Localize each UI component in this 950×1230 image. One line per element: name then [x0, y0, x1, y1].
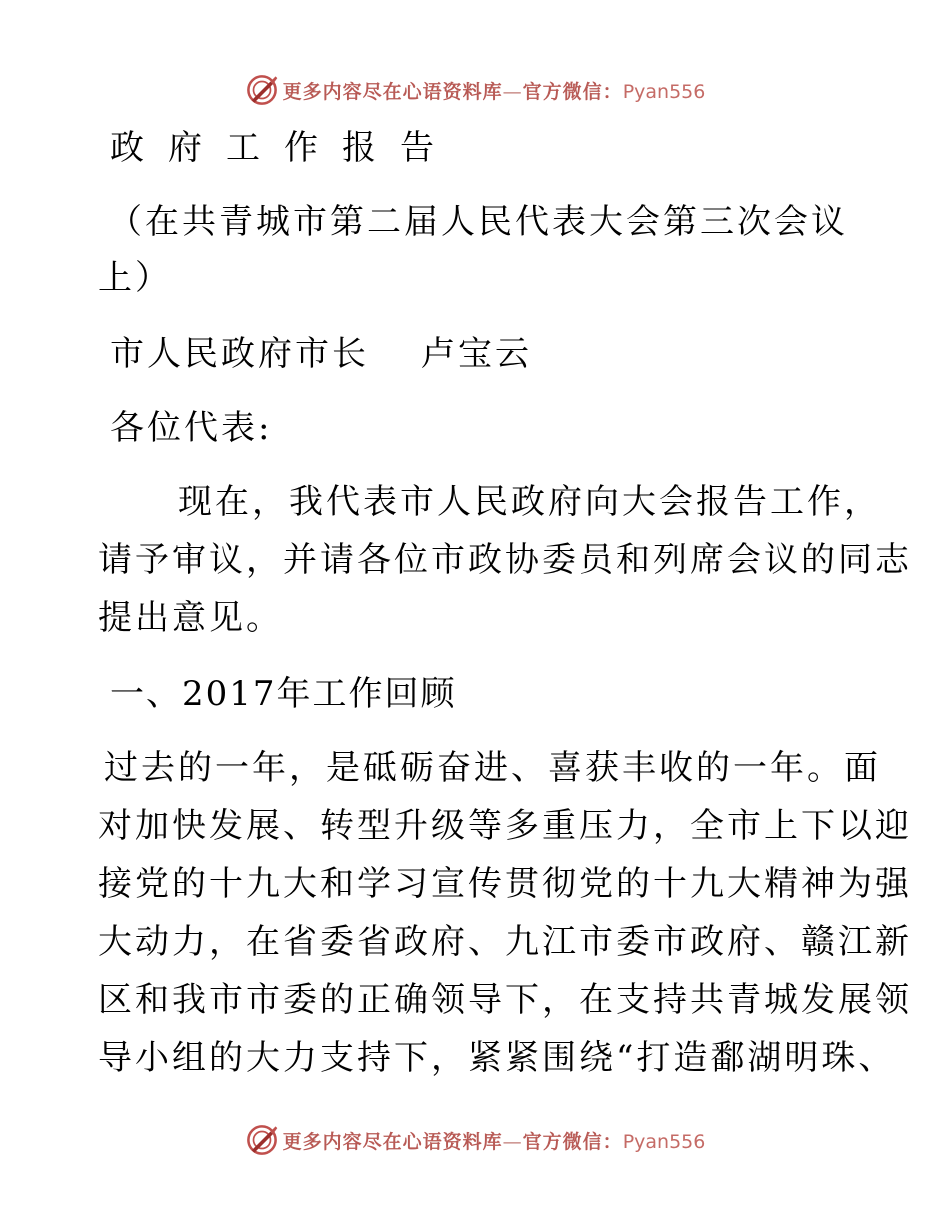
intro-line-3: 提出意见。: [98, 598, 283, 638]
watermark-wechat-label: 官方微信：: [522, 80, 623, 103]
body-line-1: 过去的一年，是砥砺奋进、喜获丰收的一年。面: [104, 748, 881, 788]
watermark-wechat-label: 官方微信：: [522, 1130, 623, 1153]
body-line-6: 导小组的大力支持下，紧紧围绕“打造鄱湖明珠、: [98, 1038, 896, 1078]
watermark-site: 更多内容尽在心语资料库: [282, 1130, 503, 1153]
watermark-wechat-id: Pyan556: [622, 1130, 706, 1153]
speaker-line: [110, 334, 532, 374]
document-title: 政府工作报告: [110, 128, 458, 168]
subtitle-line-2: 上）: [98, 258, 172, 298]
pen-logo-icon: [245, 1123, 279, 1157]
footer-watermark: [0, 1120, 950, 1160]
watermark-text: [283, 1127, 706, 1154]
watermark-text: [283, 77, 706, 104]
intro-line-1: 现在，我代表市人民政府向大会报告工作，: [178, 482, 881, 522]
section-heading: 一、2017年工作回顾: [110, 674, 457, 714]
body-line-4: 大动力，在省委省政府、九江市委市政府、赣江新: [98, 922, 912, 962]
body-line-3: 接党的十九大和学习宣传贯彻党的十九大精神为强: [98, 864, 912, 904]
salutation: 各位代表:: [110, 408, 273, 448]
watermark-site: 更多内容尽在心语资料库: [282, 80, 503, 103]
speaker-name: 卢宝云: [421, 334, 532, 374]
body-line-2: 对加快发展、转型升级等多重压力，全市上下以迎: [98, 806, 912, 846]
body-line-5: 区和我市市委的正确领导下，在支持共青城发展领: [98, 980, 912, 1020]
header-watermark: [0, 70, 950, 110]
intro-line-2: 请予审议，并请各位市政协委员和列席会议的同志: [98, 540, 912, 580]
speaker-role: 市人民政府市长: [110, 334, 369, 374]
subtitle-line-1: （在共青城市第二届人民代表大会第三次会议: [108, 202, 848, 242]
watermark-separator: —: [502, 80, 523, 103]
watermark-wechat-id: Pyan556: [622, 80, 706, 103]
pen-logo-icon: [245, 73, 279, 107]
watermark-separator: —: [502, 1130, 523, 1153]
